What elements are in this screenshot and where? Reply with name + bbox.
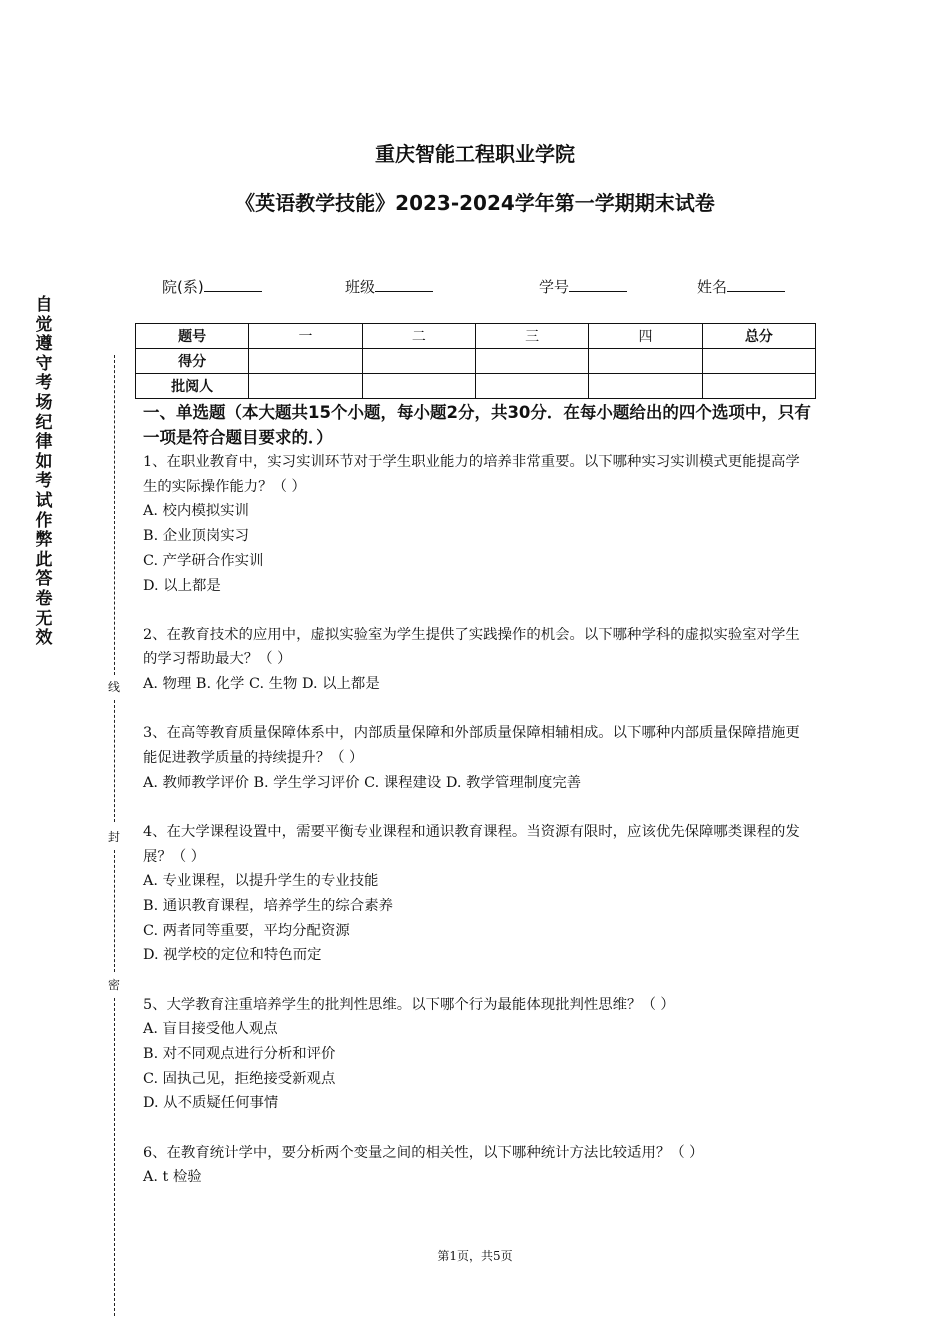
score-row-label: 得分 [136,349,249,374]
option[interactable]: C. 两者同等重要，平均分配资源 [143,922,350,939]
question-stem: 4、在大学课程设置中，需要平衡专业课程和通识教育课程。当资源有限时，应该优先保障哪类课程的发展？（ ） [143,823,800,865]
class-field [345,276,433,297]
score-header-cell: 一 [249,324,362,349]
school-name: 重庆智能工程职业学院 [375,142,575,166]
option[interactable]: A. t 检验 [143,1169,202,1186]
binding-line [114,700,115,822]
score-header-cell: 题号 [136,324,249,349]
reviewer-cell[interactable] [702,374,815,399]
option[interactable]: B. 企业顶岗实习 [143,528,250,545]
side-notice: 自觉遵守考场纪律如考试作弊此答卷无效 [35,295,53,649]
question-stem: 3、在高等教育质量保障体系中，内部质量保障和外部质量保障相辅相成。以下哪种内部质量保障措施更能促进教学质量的持续提升？（ ） [143,725,800,767]
section-heading: 一、单选题（本大题共15个小题，每小题2分，共30分．在每小题给出的四个选项中，只有一项是符合题目要求的．） [143,403,811,447]
question-2 [143,623,813,697]
question-1 [143,450,813,598]
score-header-cell: 总分 [702,324,815,349]
question-stem: 6、在教育统计学中，要分析两个变量之间的相关性，以下哪种统计方法比较适用？（ ） [143,1144,704,1161]
score-cell[interactable] [362,349,475,374]
reviewer-row-label: 批阅人 [136,374,249,399]
score-cell[interactable] [249,349,362,374]
option[interactable]: A. 校内模拟实训 [143,503,249,520]
name-label: 姓名 [697,278,728,296]
reviewer-cell[interactable] [249,374,362,399]
option[interactable]: B. 通识教育课程，培养学生的综合素养 [143,898,393,915]
question-6 [143,1141,813,1190]
department-field [162,276,262,297]
student-id-blank[interactable] [569,277,627,292]
binding-line [114,998,115,1316]
question-4 [143,820,813,968]
student-id-field [539,276,627,297]
option[interactable]: D. 以上都是 [143,577,221,594]
option[interactable]: C. 产学研合作实训 [143,552,264,569]
department-label: 院(系) [162,278,204,296]
binding-mark-mi: 密 [107,978,120,992]
score-cell[interactable] [475,349,588,374]
score-row [136,349,816,374]
option[interactable]: C. 固执己见，拒绝接受新观点 [143,1070,336,1087]
option[interactable]: D. 从不质疑任何事情 [143,1095,279,1112]
score-table-header-row [136,324,816,349]
class-label: 班级 [345,278,376,296]
binding-mark-feng: 封 [107,830,120,844]
option[interactable]: A. 盲目接受他人观点 [143,1021,278,1038]
reviewer-cell[interactable] [589,374,702,399]
question-stem: 2、在教育技术的应用中，虚拟实验室为学生提供了实践操作的机会。以下哪种学科的虚拟实验室对学生的学习帮助最大？（ ） [143,626,800,668]
binding-mark-xian: 线 [107,680,120,694]
question-stem: 1、在职业教育中，实习实训环节对于学生职业能力的培养非常重要。以下哪种实习实训模式更能提高学生的实际操作能力？（ ） [143,454,800,495]
department-blank[interactable] [204,277,262,292]
name-blank[interactable] [727,277,785,292]
reviewer-row [136,374,816,399]
binding-line [114,850,115,972]
class-blank[interactable] [375,277,433,292]
score-cell[interactable] [589,349,702,374]
score-table [135,323,816,399]
score-header-cell: 四 [589,324,702,349]
option[interactable]: D. 视学校的定位和特色而定 [143,947,322,964]
name-field [697,276,785,297]
option[interactable]: A. 专业课程，以提升学生的专业技能 [143,873,379,890]
question-area [143,400,813,1190]
student-id-label: 学号 [539,278,570,296]
score-cell[interactable] [702,349,815,374]
score-header-cell: 二 [362,324,475,349]
question-stem: 5、大学教育注重培养学生的批判性思维。以下哪个行为最能体现批判性思维？（ ） [143,996,675,1013]
option[interactable]: B. 对不同观点进行分析和评价 [143,1046,336,1063]
reviewer-cell[interactable] [475,374,588,399]
option-line[interactable]: A. 教师教学评价 B. 学生学习评价 C. 课程建设 D. 教学管理制度完善 [143,774,582,791]
question-5 [143,993,813,1117]
page-footer: 第1页，共5页 [437,1249,513,1263]
reviewer-cell[interactable] [362,374,475,399]
question-3 [143,721,813,795]
option-line[interactable]: A. 物理 B. 化学 C. 生物 D. 以上都是 [143,676,380,693]
exam-title: 《英语教学技能》2023-2024学年第一学期期末试卷 [235,191,715,215]
binding-line [114,355,115,675]
score-header-cell: 三 [475,324,588,349]
